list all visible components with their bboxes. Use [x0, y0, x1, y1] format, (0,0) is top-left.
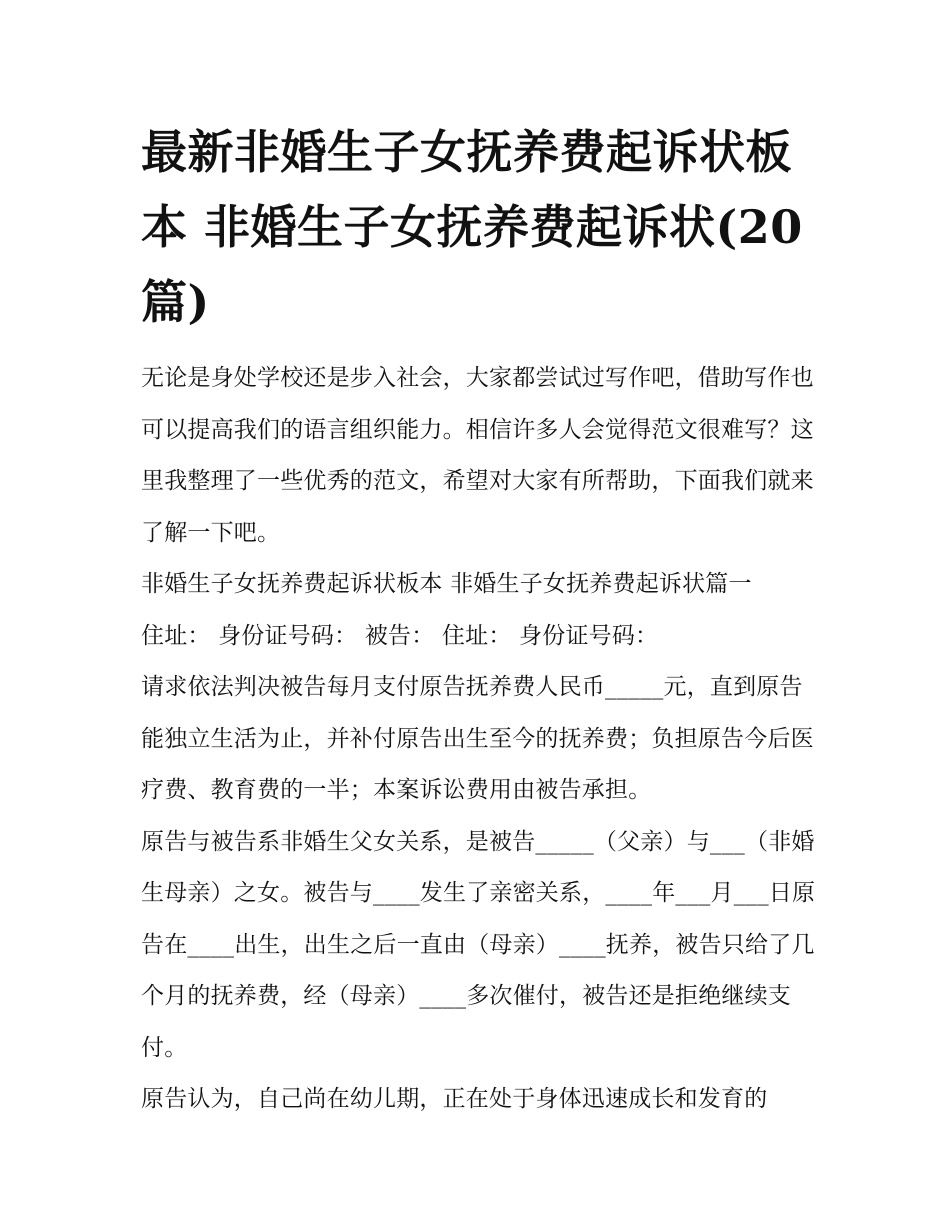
section-heading: 非婚生子女抚养费起诉状板本 非婚生子女抚养费起诉状篇一 — [141, 571, 752, 597]
intro-paragraph: 无论是身处学校还是步入社会，大家都尝试过写作吧，借助写作也可以提高我们的语言组织能力。相信许多人会觉得范文很难写？这里我整理了一些优秀的范文，希望对大家有所帮助，下面我们就来了解一下吧。 — [141, 365, 814, 546]
reasons-paragraph: 原告认为，自己尚在幼儿期，正在处于身体迅速成长和发育的 — [141, 1086, 768, 1112]
document-body — [141, 115, 821, 1126]
address-id-line: 住址： 身份证号码： 被告： 住址： 身份证号码： — [141, 622, 659, 649]
facts-paragraph: 原告与被告系非婚生父女关系，是被告_____（父亲）与___（非婚生母亲）之女。被告与____发生了亲密关系，____年___月___日原告在____出生，出生之后一直由（母亲）____抚养，被告只给了几个月的抚养费，经（母亲）____多次催付，被告还是拒绝继续支付。 — [141, 828, 816, 1061]
document-title: 最新非婚生子女抚养费起诉状板本 非婚生子女抚养费起诉状(20篇) — [141, 125, 803, 329]
claims-paragraph: 请求依法判决被告每月支付原告抚养费人民币_____元，直到原告能独立生活为止，并补付原告出生至今的抚养费；负担原告今后医疗费、教育费的一半；本案诉讼费用由被告承担。 — [141, 674, 814, 803]
